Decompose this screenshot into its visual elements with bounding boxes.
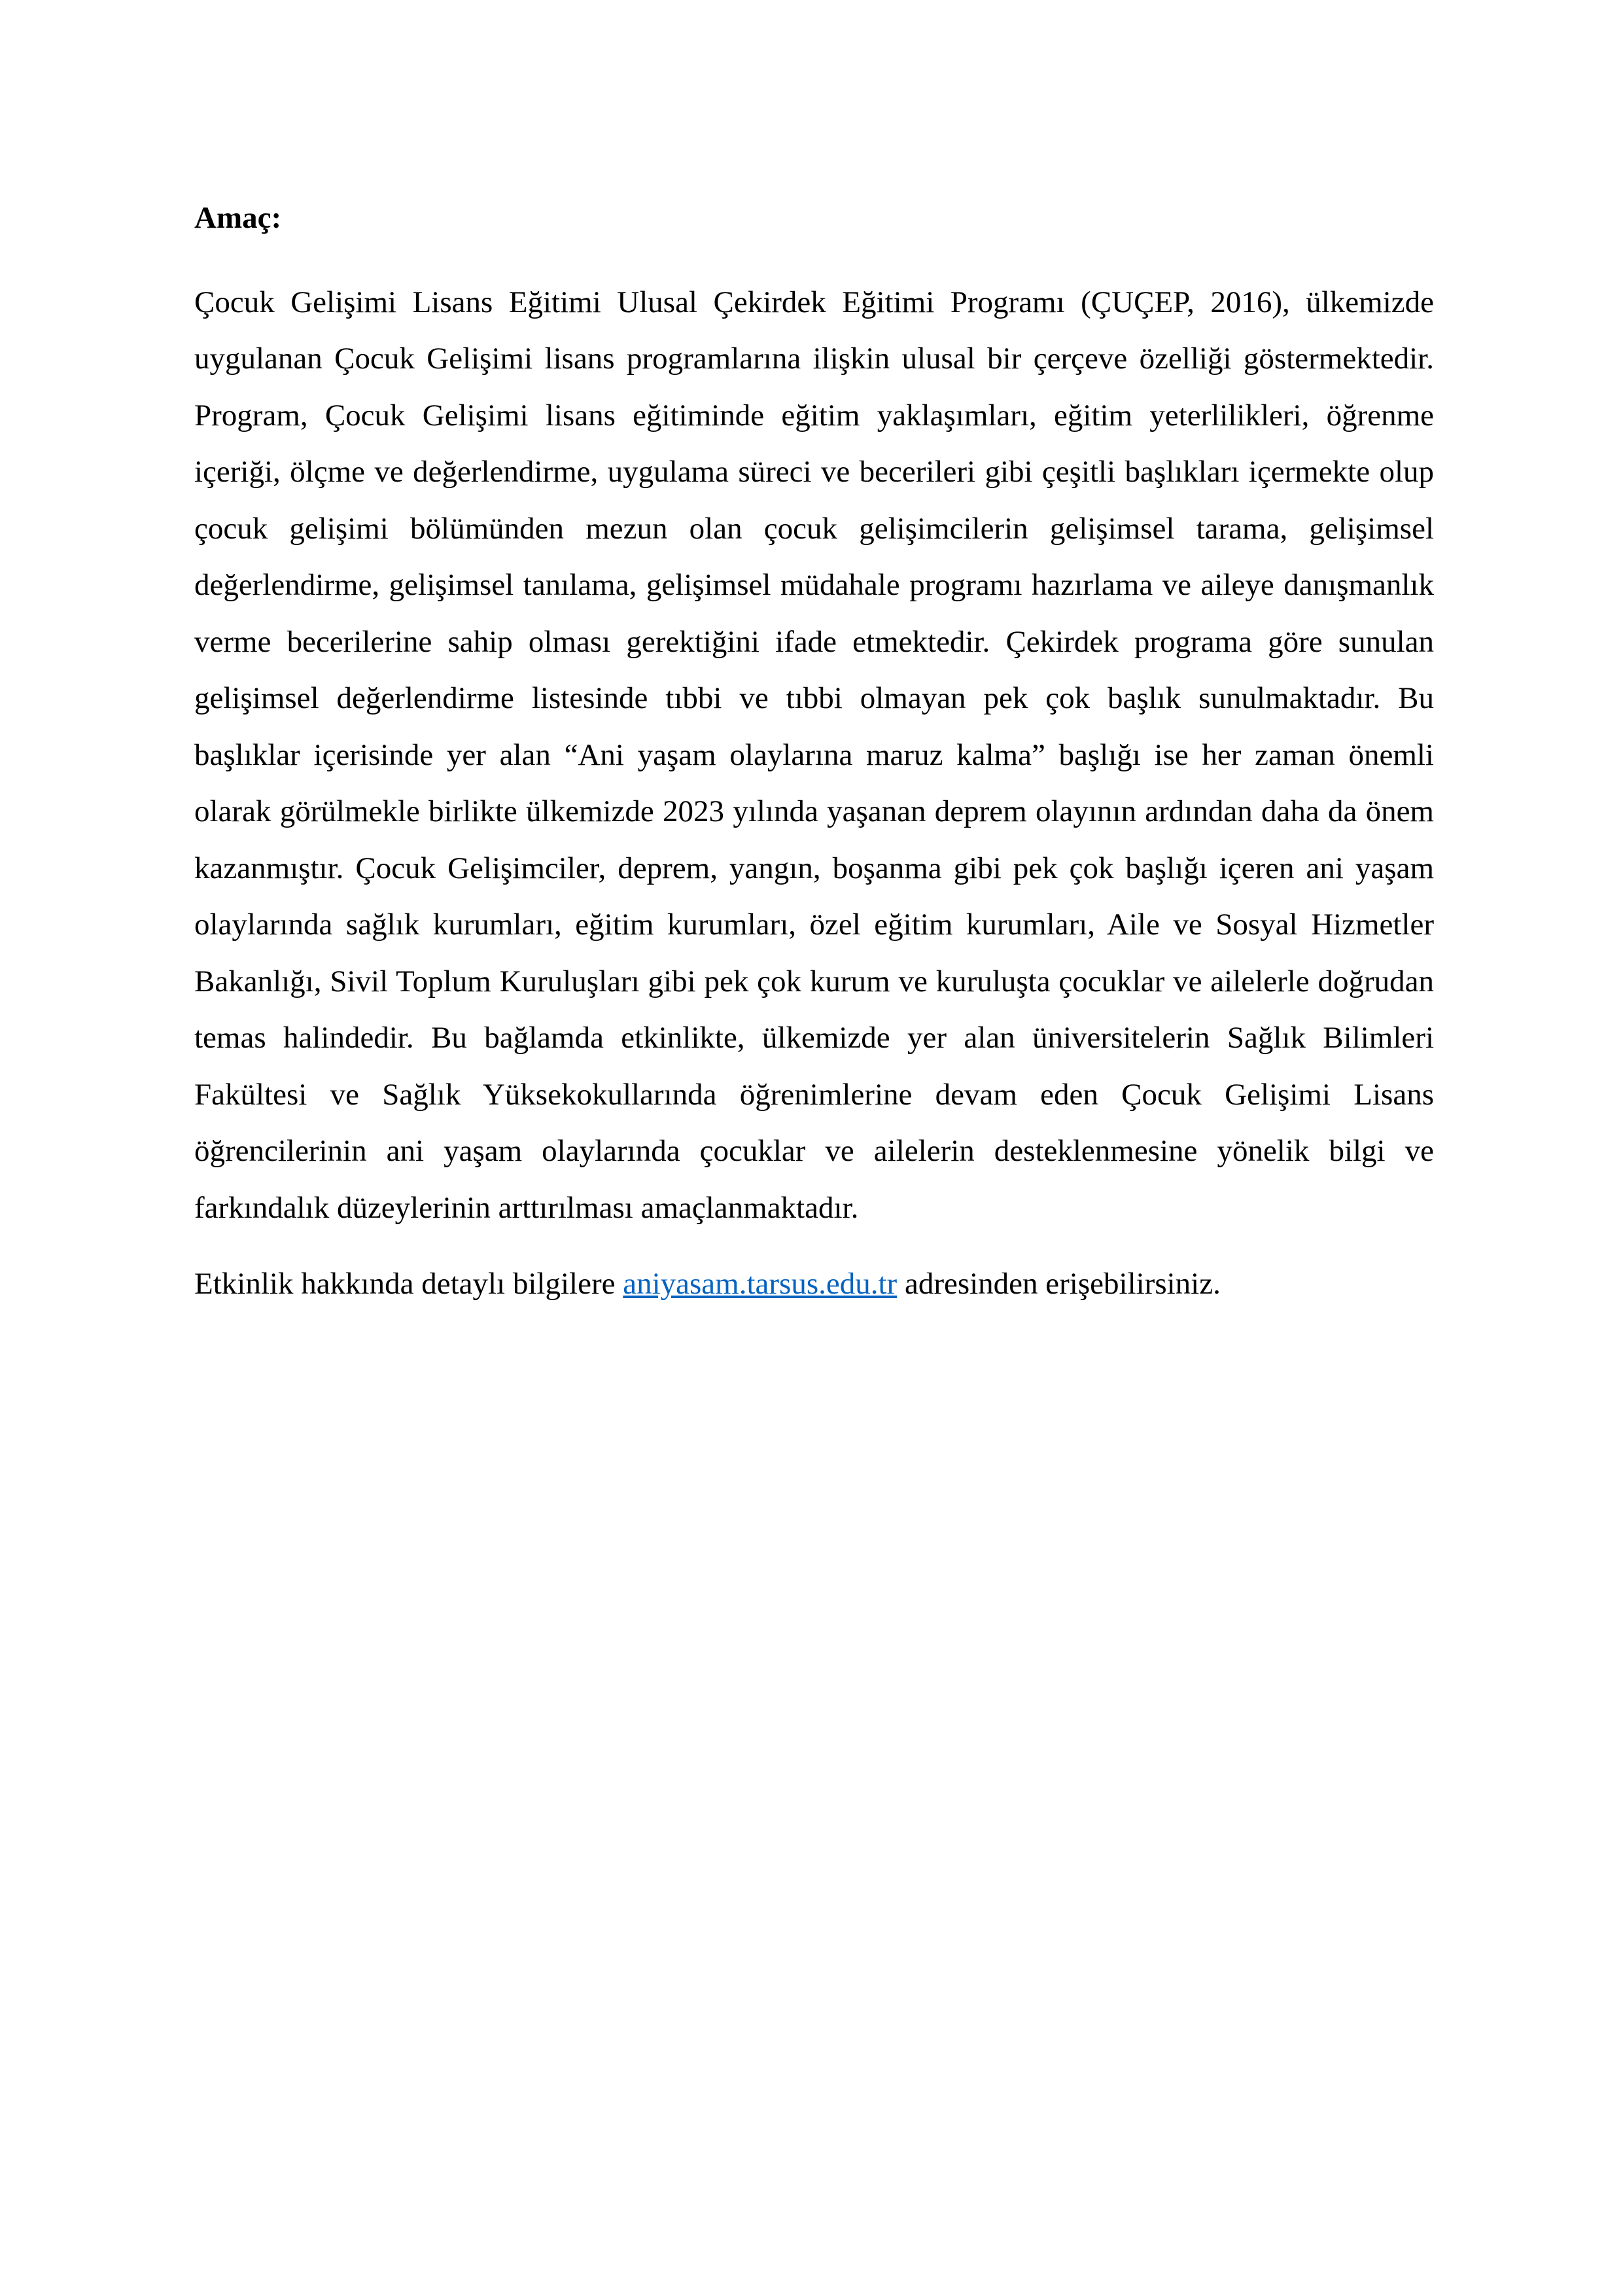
info-prefix-text: Etkinlik hakkında detaylı bilgilere [194,1267,623,1301]
purpose-paragraph: Çocuk Gelişimi Lisans Eğitimi Ulusal Çekirdek Eğitimi Programı (ÇUÇEP, 2016), ülkemizde uygulanan Çocuk Gelişimi lisans programlarına ilişkin ulusal bir çerçeve özelliği göstermektedir. Program, Çocuk Gelişimi lisans eğitiminde eğitim yaklaşımları, eğitim yeterlilikleri, öğrenme içeriği, ölçme ve değerlendirme, uygulama süreci ve becerileri gibi çeşitli başlıkları içermekte olup çocuk gelişimi bölümünden mezun olan çocuk gelişimcilerin gelişimsel tarama, gelişimsel değerlendirme, gelişimsel tanılama, gelişimsel müdahale programı hazırlama ve aileye danışmanlık verme becerilerine sahip olması gerektiğini ifade etmektedir. Çekirdek programa göre sunulan gelişimsel değerlendirme listesinde tıbbi ve tıbbi olmayan pek çok başlık sunulmaktadır. Bu başlıklar içerisinde yer alan “Ani yaşam olaylarına maruz kalma” başlığı ise her zaman önemli olarak görülmekle birlikte ülkemizde 2023 yılında yaşanan deprem olayının ardından daha da önem kazanmıştır. Çocuk Gelişimciler, deprem, yangın, boşanma gibi pek çok başlığı içeren ani yaşam olaylarında sağlık kurumları, eğitim kurumları, özel eğitim kurumları, Aile ve Sosyal Hizmetler Bakanlığı, Sivil Toplum Kuruluşları gibi pek çok kurum ve kuruluşta çocuklar ve ailelerle doğrudan temas halindedir. Bu bağlamda etkinlikte, ülkemizde yer alan üniversitelerin Sağlık Bilimleri Fakültesi ve Sağlık Yüksekokullarında öğrenimlerine devam eden Çocuk Gelişimi Lisans öğrencilerinin ani yaşam olaylarında çocuklar ve ailelerin desteklenmesine yönelik bilgi ve farkındalık düzeylerinin arttırılması amaçlanmaktadır. [194,285,1434,1225]
section-heading: Amaç: [194,201,282,235]
document-content [194,190,1434,1332]
info-paragraph [194,1256,1434,1313]
website-link[interactable]: aniyasam.tarsus.edu.tr [623,1267,898,1301]
info-suffix-text: adresinden erişebilirsiniz. [897,1267,1221,1301]
